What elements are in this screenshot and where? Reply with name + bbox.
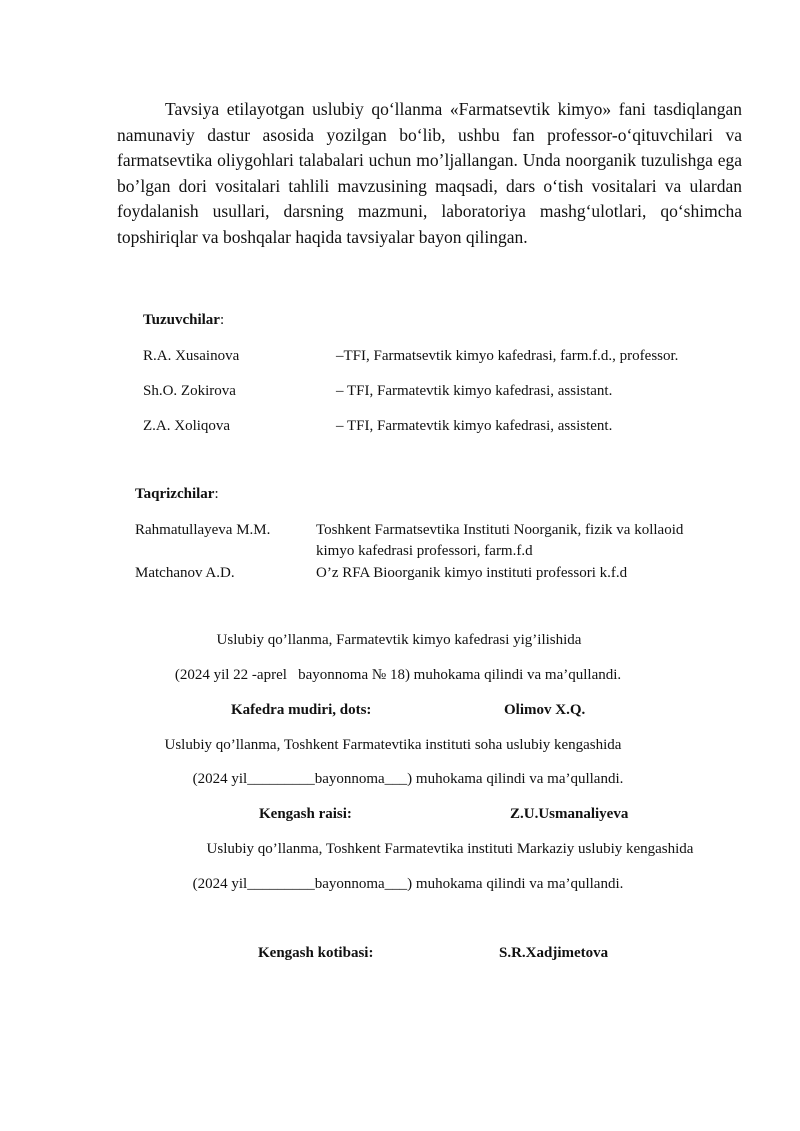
author-name: R.A. Xusainova xyxy=(143,348,240,364)
signature-name: S.R.Xadjimetova xyxy=(499,945,609,961)
intro-paragraph: Tavsiya etilayotgan uslubiy qo‘llanma «Farmatsevtik kimyo» fani tasdiqlangan namunaviy dastur asosida yozilgan bo‘lib, ushbu fan professor-o‘qituvchilari va farmatsevtika oliygohlari talabalari uchun mo’ljallangan. Unda noorganik tuzulishga ega bo’lgan dori vositalari tahlili mavzusining maqsadi, dars o‘tish vositalari va ulardan foydalanish usullari, darsning mazmuni, laboratoriya mashg‘ulotlari, qo‘shimcha topshiriqlar va boshqalar haqida tavsiyalar bayon qilingan. xyxy=(117,99,742,247)
reviewers-title-colon: : xyxy=(214,486,219,502)
signature-role: Kafedra mudiri, dots: xyxy=(231,702,372,718)
author-affiliation: – TFI, Farmatevtik kimyo kafedrasi, assistent. xyxy=(336,418,613,434)
reviewer-affiliation-line1: O’z RFA Bioorganik kimyo instituti professori k.f.d xyxy=(316,565,628,581)
reviewer-affiliation-line2: kimyo kafedrasi professori, farm.f.d xyxy=(316,543,533,559)
approval-line: Uslubiy qo’llanma, Toshkent Farmatevtika instituti Markaziy uslubiy kengashida xyxy=(206,841,694,857)
approval-line: Uslubiy qo’llanma, Farmatevtik kimyo kafedrasi yig’ilishida xyxy=(216,632,582,648)
reviewer-name: Matchanov A.D. xyxy=(135,565,235,581)
author-name: Z.A. Xoliqova xyxy=(143,418,231,434)
author-affiliation: – TFI, Farmatevtik kimyo kafedrasi, assistant. xyxy=(336,383,613,399)
reviewers-title xyxy=(135,486,219,503)
author-affiliation: –TFI, Farmatsevtik kimyo kafedrasi, farm.f.d., professor. xyxy=(336,348,679,364)
intro-paragraph-block xyxy=(117,97,742,250)
authors-title-colon: : xyxy=(219,312,225,328)
signature-name: Z.U.Usmanaliyeva xyxy=(510,806,629,822)
approval-line: Uslubiy qo’llanma, Toshkent Farmatevtika instituti soha uslubiy kengashida xyxy=(164,737,622,753)
author-name: Sh.O. Zokirova xyxy=(143,383,236,399)
signature-role: Kengash raisi: xyxy=(259,806,352,822)
reviewer-name: Rahmatullayeva M.M. xyxy=(135,522,271,538)
signature-name: Olimov X.Q. xyxy=(504,702,586,718)
approval-protocol-line: (2024 yil 22 -aprel bayonnoma № 18) muhokama qilindi va ma’qullandi. xyxy=(174,667,622,683)
authors-title xyxy=(143,312,224,329)
signature-role: Kengash kotibasi: xyxy=(258,945,374,961)
reviewer-affiliation-line1: Toshkent Farmatsevtika Instituti Noorganik, fizik va kollaoid xyxy=(316,522,684,538)
authors-title-text: Tuzuvchilar xyxy=(143,312,220,328)
reviewers-title-text: Taqrizchilar xyxy=(135,486,215,502)
approval-protocol-line: (2024 yil_________bayonnoma___) muhokama qilindi va ma’qullandi. xyxy=(192,876,624,892)
approval-protocol-line: (2024 yil_________bayonnoma___) muhokama qilindi va ma’qullandi. xyxy=(192,771,624,787)
